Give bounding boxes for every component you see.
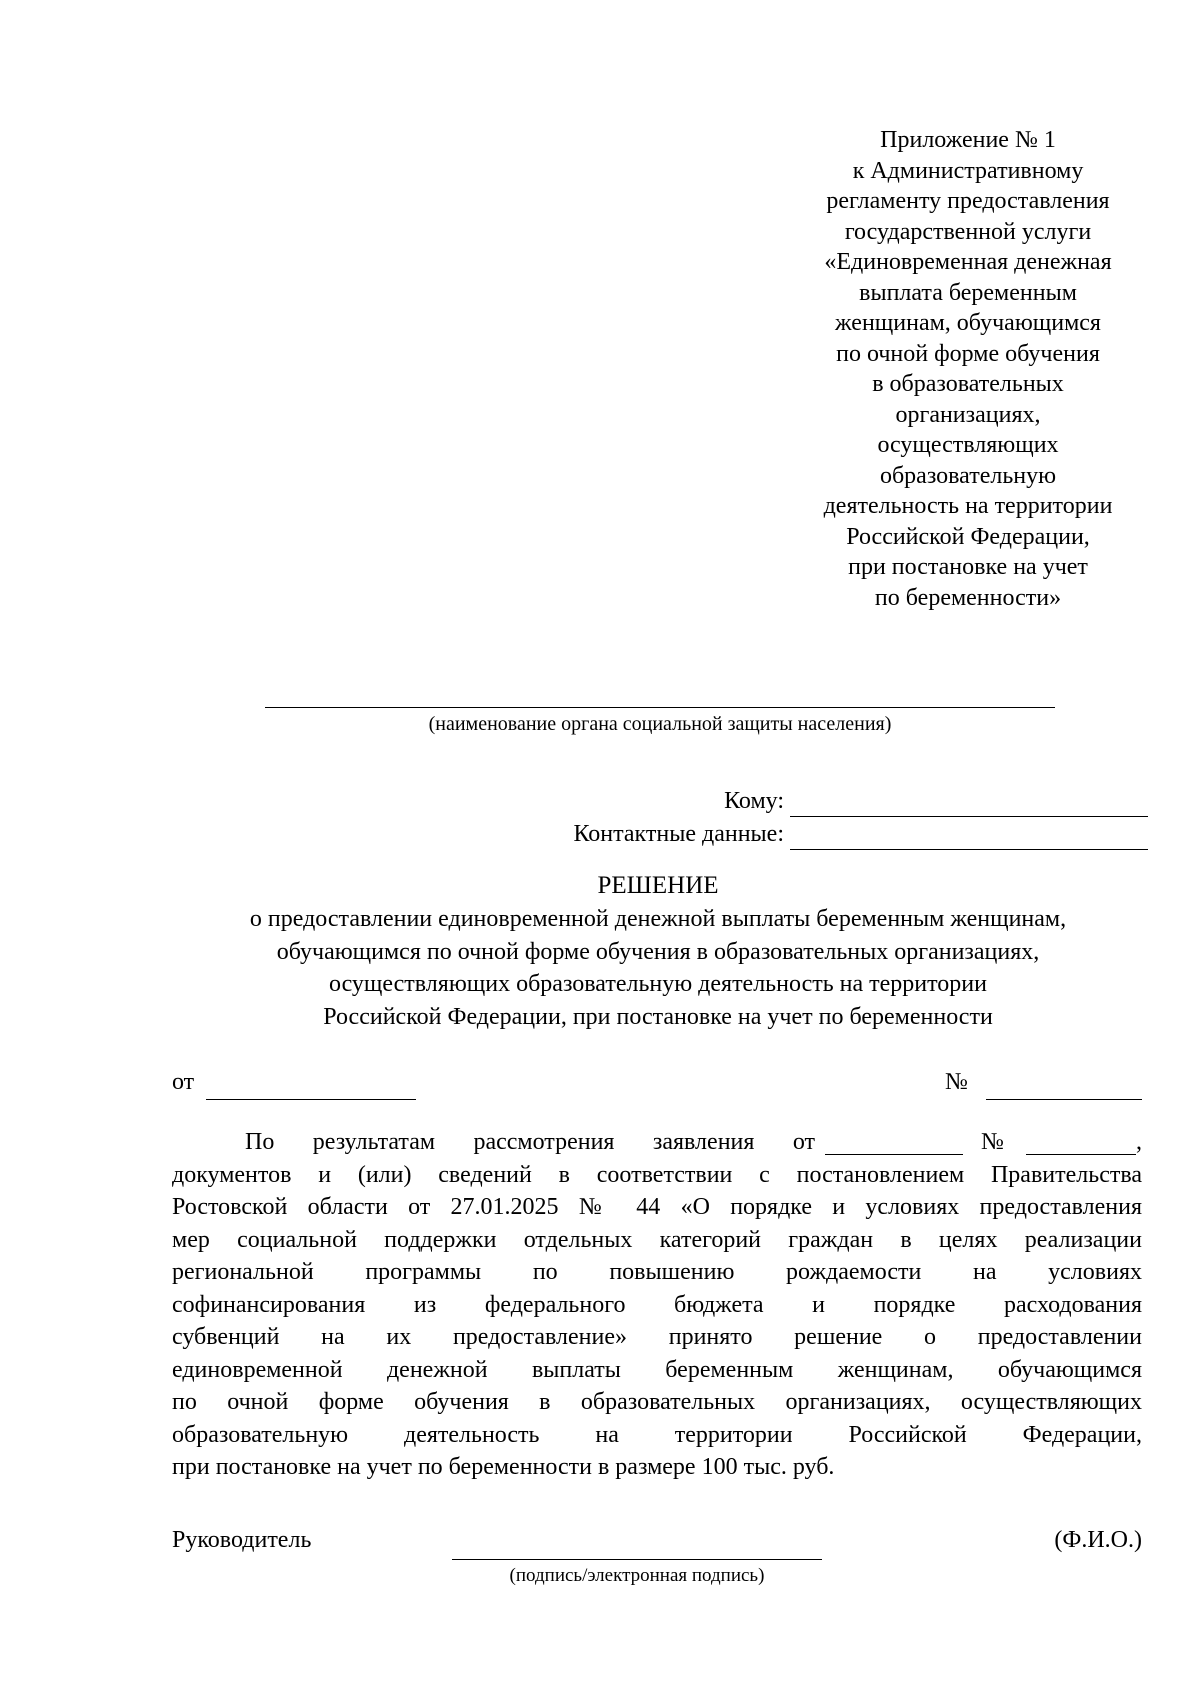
body-line: образовательную деятельность на территории Российской Федерации, [172, 1421, 1142, 1448]
subtitle-line: о предоставлении единовременной денежной выплаты беременным женщинам, [249, 906, 1067, 932]
subtitle-line: Российской Федерации, при постановке на учет по беременности [323, 1003, 993, 1030]
recipient-row [300, 785, 1148, 817]
appendix-line: по беременности» [874, 584, 1062, 611]
body-line: Ростовской области от 27.01.2025 № 44 «О порядке и условиях предоставления [172, 1194, 1142, 1220]
body-line: софинансирования из федерального бюджета и порядке расходования [172, 1291, 1142, 1318]
appendix-line: осуществляющих [877, 432, 1059, 458]
head-label: Руководитель [172, 1527, 312, 1553]
application-date-field[interactable] [825, 1126, 963, 1155]
appendix-line: по очной форме обучения [836, 340, 1100, 367]
application-number-label: № [981, 1129, 1004, 1155]
decision-number-field[interactable] [986, 1073, 1142, 1100]
appendix-line: при постановке на учет [848, 554, 1088, 580]
appendix-line: выплата беременным [859, 279, 1077, 306]
organ-name-caption: (наименование органа социальной защиты населения) [428, 713, 892, 735]
appendix-line: женщинам, обучающимся [835, 310, 1101, 336]
appendix-line: деятельность на территории [823, 493, 1113, 519]
body-line: документов и (или) сведений в соответствии с постановлением Правительства [172, 1161, 1142, 1188]
appendix-caption-block [768, 125, 1168, 613]
application-number-field[interactable] [1026, 1126, 1136, 1155]
organ-name-field[interactable] [265, 707, 1055, 708]
subtitle-line: осуществляющих образовательную деятельность на территории [328, 971, 987, 997]
signature-row [172, 1527, 1142, 1597]
body-line: мер социальной поддержки отдельных категорий граждан в целях реализации [172, 1226, 1142, 1253]
subtitle-line: обучающимся по очной форме обучения в образовательных организациях, [276, 938, 1040, 965]
fio-label: (Ф.И.О.) [1054, 1527, 1142, 1553]
appendix-line: регламенту предоставления [826, 188, 1110, 214]
date-number-row [172, 1066, 1142, 1100]
contacts-field[interactable] [790, 823, 1148, 850]
body-first-line [172, 1126, 1142, 1159]
decision-body [172, 1126, 1142, 1484]
appendix-line: «Единовременная денежная [824, 249, 1112, 275]
body-line: По результатам рассмотрения заявления от [245, 1129, 815, 1155]
contacts-label: Контактные данные: [573, 821, 784, 847]
body-line: субвенций на их предоставление» принято решение о предоставлении [172, 1324, 1142, 1350]
contacts-row [300, 818, 1148, 850]
appendix-line: в образовательных [872, 371, 1064, 397]
appendix-line: к Административному [852, 157, 1084, 184]
body-line: при постановке на учет по беременности в размере 100 тыс. руб. [172, 1454, 835, 1480]
body-line: региональной программы по повышению рождаемости на условиях [172, 1259, 1142, 1285]
signature-caption: (подпись/электронная подпись) [509, 1565, 765, 1586]
appendix-line: Приложение № 1 [880, 127, 1056, 153]
recipient-label: Кому: [724, 788, 784, 814]
recipient-field[interactable] [790, 790, 1148, 817]
signature-field[interactable] [452, 1559, 822, 1560]
date-label: от [172, 1069, 195, 1095]
number-label: № [945, 1069, 968, 1095]
body-line: по очной форме обучения в образовательных организациях, осуществляющих [172, 1389, 1142, 1415]
decision-date-field[interactable] [206, 1073, 416, 1100]
decision-title: РЕШЕНИЕ [597, 872, 719, 899]
appendix-line: государственной услуги [844, 218, 1092, 245]
decision-subtitle [158, 903, 1158, 1033]
body-comma: , [1136, 1129, 1142, 1155]
appendix-line: образовательную [879, 462, 1057, 489]
body-line: единовременной денежной выплаты беременным женщинам, обучающимся [172, 1356, 1142, 1383]
appendix-line: Российской Федерации, [846, 523, 1090, 550]
appendix-line: организациях, [895, 401, 1041, 428]
